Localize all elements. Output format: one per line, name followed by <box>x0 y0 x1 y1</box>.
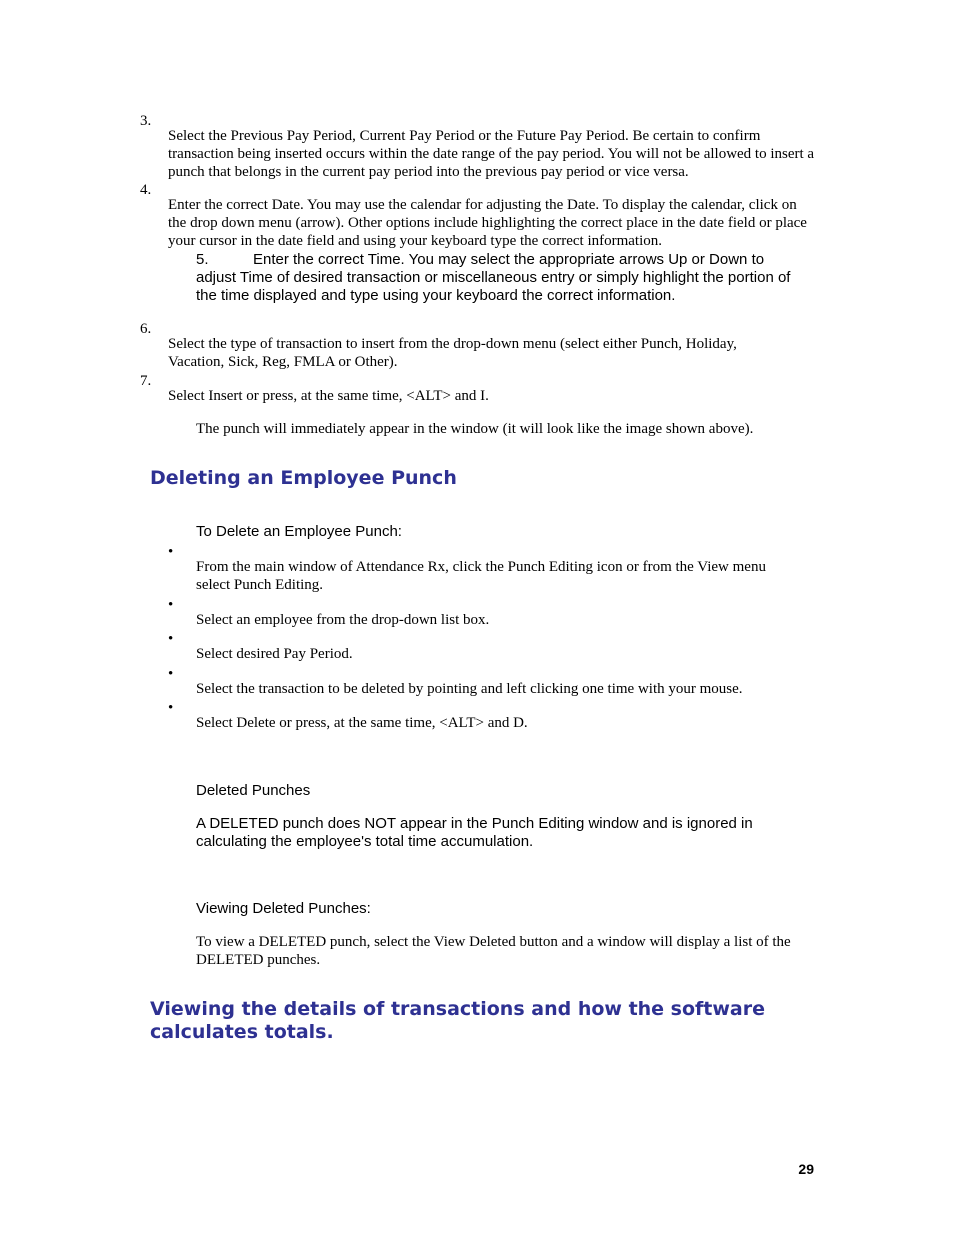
bullet-icon: • <box>168 631 174 647</box>
step-number: 7. <box>140 373 152 389</box>
step-number-inline: 5. <box>196 251 209 268</box>
list-item: Select an employee from the drop-down list box. <box>196 612 490 628</box>
section-heading-viewing: Viewing the details of transactions and how the software calculates totals. <box>150 998 766 1043</box>
bullet-icon: • <box>168 666 174 682</box>
list-item: Select desired Pay Period. <box>196 646 353 662</box>
step-text-inline: Enter the correct Time. You may select the appropriate arrows Up or Down to adjust Time of desired transaction or miscellaneous entry or simply highlight the portion of the time displayed and type using your keyboard the correct information. <box>196 251 791 304</box>
step-text: Select the type of transaction to insert from the drop-down menu (select either Punch, Holiday, Vacation, Sick, Reg, FMLA or Other). <box>168 336 737 370</box>
step-text <box>196 251 806 305</box>
page-number: 29 <box>798 1161 814 1177</box>
bullet-icon: • <box>168 597 174 613</box>
step-number: 6. <box>140 321 152 337</box>
bullet-icon: • <box>168 544 174 560</box>
deleted-punches-body: A DELETED punch does NOT appear in the Punch Editing window and is ignored in calculating the employee's total time accumulation. <box>196 815 753 850</box>
viewing-deleted-title: Viewing Deleted Punches: <box>196 900 371 917</box>
delete-intro: To Delete an Employee Punch: <box>196 523 402 540</box>
viewing-deleted-body: To view a DELETED punch, select the View Deleted button and a window will display a list of the DELETED punches. <box>196 934 791 968</box>
bullet-icon: • <box>168 700 174 716</box>
list-item: Select Delete or press, at the same time, <ALT> and D. <box>196 715 528 731</box>
step-text: Select the Previous Pay Period, Current Pay Period or the Future Pay Period. Be certain to confirm transaction being inserted occurs within the date range of the pay period. You will not be allowed to insert a punch that belongs in the current pay period into the previous pay period or vice versa. <box>168 128 815 180</box>
step-number: 3. <box>140 113 152 129</box>
deleted-punches-title: Deleted Punches <box>196 782 311 799</box>
step-number: 4. <box>140 182 152 198</box>
step-text: Select Insert or press, at the same time, <ALT> and I. <box>168 388 489 404</box>
list-item: From the main window of Attendance Rx, click the Punch Editing icon or from the View menu select Punch Editing. <box>196 559 766 593</box>
list-item: Select the transaction to be deleted by pointing and left clicking one time with your mouse. <box>196 681 743 697</box>
section-heading-delete: Deleting an Employee Punch <box>150 467 457 489</box>
step-note: The punch will immediately appear in the window (it will look like the image shown above). <box>196 421 754 437</box>
step-text: Enter the correct Date. You may use the calendar for adjusting the Date. To display the calendar, click on the drop down menu (arrow). Other options include highlighting the correct place in the date field or place your cursor in the date field and using your keyboard type the correct information. <box>168 197 807 249</box>
